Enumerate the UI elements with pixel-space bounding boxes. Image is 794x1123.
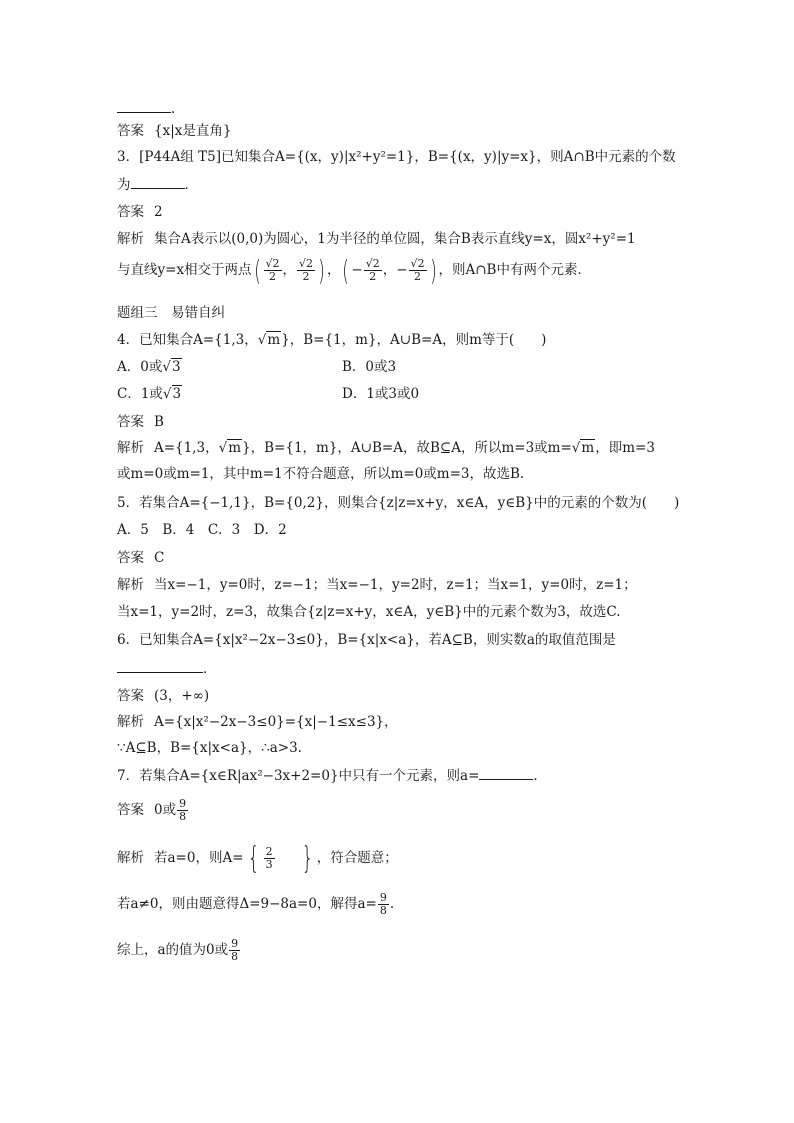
question-7: 7．若集合A={x∈R|ax²−3x+2=0}中只有一个元素，则a= . xyxy=(117,765,538,785)
answer-6 xyxy=(117,687,209,705)
answer-5 xyxy=(117,549,164,567)
fraction: $\frac{2}{3}$ xyxy=(265,845,273,871)
fraction: $\frac{9}{8}$ xyxy=(231,937,239,963)
answer-blank xyxy=(117,658,203,673)
answer-value: B xyxy=(154,414,164,430)
option-a: A．0或√3 xyxy=(117,359,181,375)
answer-label: 答案 xyxy=(117,550,144,566)
fraction: $\frac{9}{8}$ xyxy=(379,891,387,917)
answer-4 xyxy=(117,413,164,431)
answer-blank xyxy=(117,98,171,113)
group-3-title: 题组三 易错自纠 xyxy=(117,305,225,321)
explanation-6-line2: ∵A⊆B，B={x|x<a}，∴a>3. xyxy=(117,740,302,756)
explanation-3-line2: 与直线y=x相交于两点( $\frac{√2}{2}$ ， $\frac{√2}{2}$ ) ，( − $\frac{√2}{2}$ ，− $\frac{√2}{2}$ ) ，则A∩B中有两个元素． xyxy=(117,253,591,287)
option-c: C．1或√3 xyxy=(117,386,182,402)
answer-label: 答案 xyxy=(117,688,144,704)
answer-label: 答案 xyxy=(117,414,144,430)
explanation-label: 解析 xyxy=(117,231,144,247)
question-5-options: A．5 B．4 C．3 D．2 xyxy=(117,522,287,538)
fraction: $\frac{√2}{2}$ xyxy=(265,257,280,283)
answer-label: 答案 xyxy=(117,123,144,139)
fraction: $\frac{√2}{2}$ xyxy=(410,257,425,283)
explanation-5-line2: 当x=1，y=2时，z=3，故集合{z|z=x+y，x∈A，y∈B}中的元素个数为3，故选C. xyxy=(117,604,621,620)
prev-answer-blank-line: . xyxy=(117,98,175,118)
option-b: B．0或3 xyxy=(342,359,397,375)
answer-7: 答案 0或 $\frac{9}{8}$ xyxy=(117,797,187,823)
option-d: D．1或3或0 xyxy=(342,386,420,402)
explanation-6-line1: 解析 A={x|x²−2x−3≤0}={x|−1≤x≤3}， xyxy=(117,714,398,730)
explanation-label: 解析 xyxy=(117,850,144,866)
answer-value: (3，+∞) xyxy=(154,688,210,704)
explanation-label: 解析 xyxy=(117,440,144,456)
answer-label: 答案 xyxy=(117,204,144,220)
question-6-line1: 6．已知集合A={x|x²−2x−3≤0}，B={x|x<a}，若A⊆B，则实数a的取值范围是 xyxy=(117,632,616,648)
fraction: $\frac{9}{8}$ xyxy=(179,797,187,823)
answer-3 xyxy=(117,203,163,221)
explanation-label: 解析 xyxy=(117,577,144,593)
answer-value: 2 xyxy=(154,204,163,220)
question-6-line2: ． xyxy=(117,658,217,678)
fraction: $\frac{√2}{2}$ xyxy=(365,257,380,283)
question-4-options-cd xyxy=(117,385,182,403)
answer-blank xyxy=(131,174,185,189)
fraction: $\frac{√2}{2}$ xyxy=(299,257,314,283)
explanation-5-line1: 解析 当x=−1，y=0时，z=−1；当x=−1，y=2时，z=1；当x=1，y=0时，z=1； xyxy=(117,577,637,593)
explanation-3-line1: 解析 集合A表示以(0,0)为圆心，1为半径的单位圆，集合B表示直线y=x，圆x²+y²=1 xyxy=(117,231,636,247)
question-3-line1: 3．[P44A组 T5]已知集合A={(x，y)|x²+y²=1}，B={(x，y)|y=x}，则A∩B中元素的个数 xyxy=(117,149,676,165)
answer-2 xyxy=(117,122,231,140)
question-4: 4．已知集合A={1,3，√m}，B={1，m}，A∪B=A，则m等于( ) xyxy=(117,332,547,348)
explanation-4-line1: 解析 A={1,3，√m}，B={1，m}，A∪B=A，故B⊆A，所以m=3或m=√m，即m=3 xyxy=(117,440,655,456)
explanation-7-line2: 若a≠0，则由题意得Δ=9−8a=0，解得a= $\frac{9}{8}$ . xyxy=(117,891,395,917)
explanation-4-line2: 或m=0或m=1，其中m=1不符合题意，所以m=0或m=3，故选B. xyxy=(117,466,525,482)
explanation-7-line3: 综上，a的值为0或 $\frac{9}{8}$ xyxy=(117,937,239,963)
sqrt: √m xyxy=(257,332,281,348)
explanation-label: 解析 xyxy=(117,714,144,730)
answer-blank xyxy=(479,765,533,780)
question-3-line2: 为 ． xyxy=(117,174,198,194)
question-4-options-ab xyxy=(117,358,182,376)
question-5: 5．若集合A={−1,1}，B={0,2}，则集合{z|z=x+y，x∈A，y∈B}中的元素的个数为( ) xyxy=(117,495,680,511)
explanation-7-line1: 解析 若a=0，则A= { $\frac{2}{3}$ } ，符合题意； xyxy=(117,840,398,876)
answer-value: {x|x是直角} xyxy=(154,123,232,139)
answer-value: C xyxy=(154,550,165,566)
answer-label: 答案 xyxy=(117,802,144,818)
